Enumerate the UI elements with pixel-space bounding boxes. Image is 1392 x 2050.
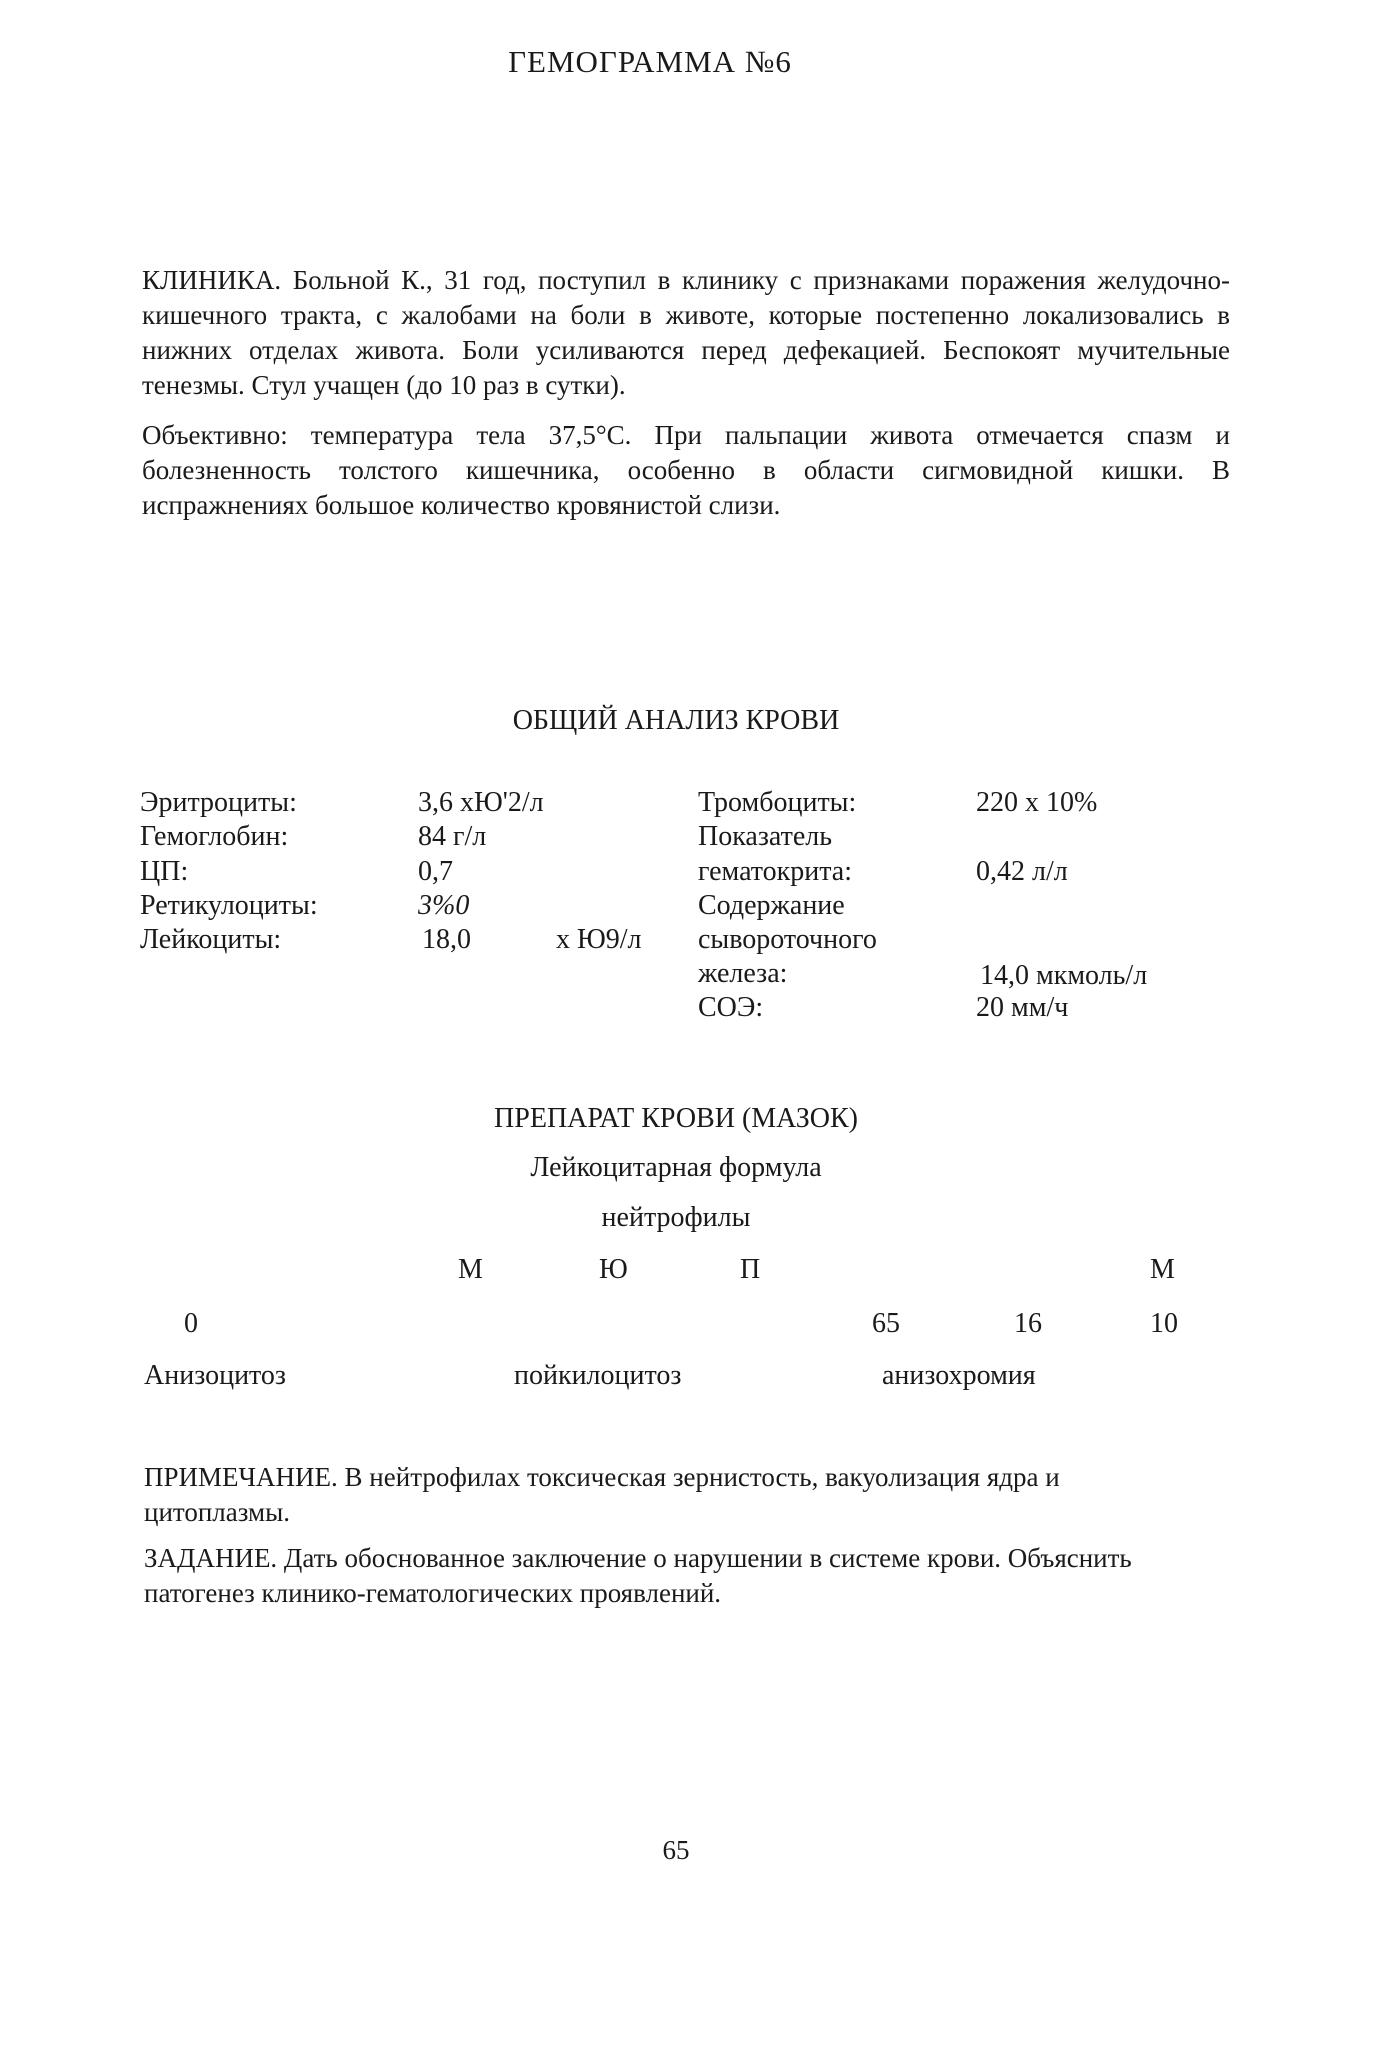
platelets-label: Тромбоциты: (698, 787, 857, 818)
neutrophils-label: нейтрофилы (601, 1202, 751, 1233)
color-index-value: 0,7 (418, 856, 453, 887)
iron-label-line3: железа: (698, 958, 788, 989)
anisochromia-label: анизохромия (882, 1360, 1036, 1391)
leukocyte-formula-label: Лейкоцитарная формула (530, 1152, 822, 1183)
formula-value-10: 10 (1150, 1308, 1178, 1339)
clinic-paragraph: КЛИНИКА. Больной К., 31 год, поступил в клинику с признаками поражения желудочно-кишечного тракта, с жалобами на боли в животе, которые постепенно локализовались в нижних отделах живота. Боли усиливаются перед дефекацией. Беспокоят мучительные тенезмы. Стул учащен (до 10 раз в сутки). (142, 265, 1230, 400)
color-index-label: ЦП: (140, 856, 189, 887)
formula-col-monocytes: М (1150, 1254, 1175, 1285)
task-paragraph: ЗАДАНИЕ. Дать обоснованное заключение о нарушении в системе крови. Объяснить патогенез клинико-гематологических проявлений. (144, 1543, 1132, 1608)
esr-value: 20 мм/ч (976, 992, 1069, 1023)
hemoglobin-label: Гемоглобин: (140, 821, 289, 852)
iron-value: 14,0 мкмоль/л (980, 960, 1148, 991)
leukocytes-unit: х Ю9/л (556, 924, 642, 955)
leukocytes-label: Лейкоциты: (140, 924, 282, 955)
iron-label-line2: сывороточного (698, 924, 877, 955)
erythrocytes-label: Эритроциты: (140, 787, 297, 818)
formula-col-band: П (740, 1254, 761, 1285)
reticulocytes-value: 3%0 (418, 890, 470, 921)
page-title: ГЕМОГРАММА №6 (508, 44, 792, 79)
poikilocytosis-label: пойкилоцитоз (514, 1360, 682, 1391)
formula-value-first: 0 (184, 1308, 198, 1339)
platelets-value: 220 х 10% (976, 787, 1098, 818)
formula-col-juvenile: Ю (599, 1254, 628, 1285)
formula-col-metamyelocytes: М (458, 1254, 483, 1285)
hematocrit-label-line2: гематокрита: (698, 856, 853, 887)
leukocytes-value: 18,0 (422, 924, 471, 955)
blood-analysis-heading: ОБЩИЙ АНАЛИЗ КРОВИ (512, 705, 840, 736)
erythrocytes-value: 3,6 хЮ'2/л (418, 787, 544, 818)
esr-label: СОЭ: (698, 992, 764, 1023)
hematocrit-label-line1: Показатель (698, 821, 832, 852)
objective-paragraph: Объективно: температура тела 37,5°С. При пальпации живота отмечается спазм и болезненность толстого кишечника, особенно в области сигмовидной кишки. В испражнениях большое количество кровянистой слизи. (142, 420, 1230, 520)
iron-label-line1: Содержание (698, 890, 845, 921)
note-paragraph: ПРИМЕЧАНИЕ. В нейтрофилах токсическая зернистость, вакуолизация ядра и цитоплазмы. (144, 1462, 1060, 1527)
formula-value-65: 65 (872, 1308, 900, 1339)
reticulocytes-label: Ретикулоциты: (140, 890, 318, 921)
page-number: 65 (662, 1835, 690, 1865)
hemoglobin-value: 84 г/л (418, 821, 487, 852)
anisocytosis-label: Анизоцитоз (144, 1360, 286, 1391)
smear-heading: ПРЕПАРАТ КРОВИ (МАЗОК) (494, 1103, 858, 1134)
hematocrit-value: 0,42 л/л (976, 856, 1068, 887)
formula-value-16: 16 (1014, 1308, 1042, 1339)
